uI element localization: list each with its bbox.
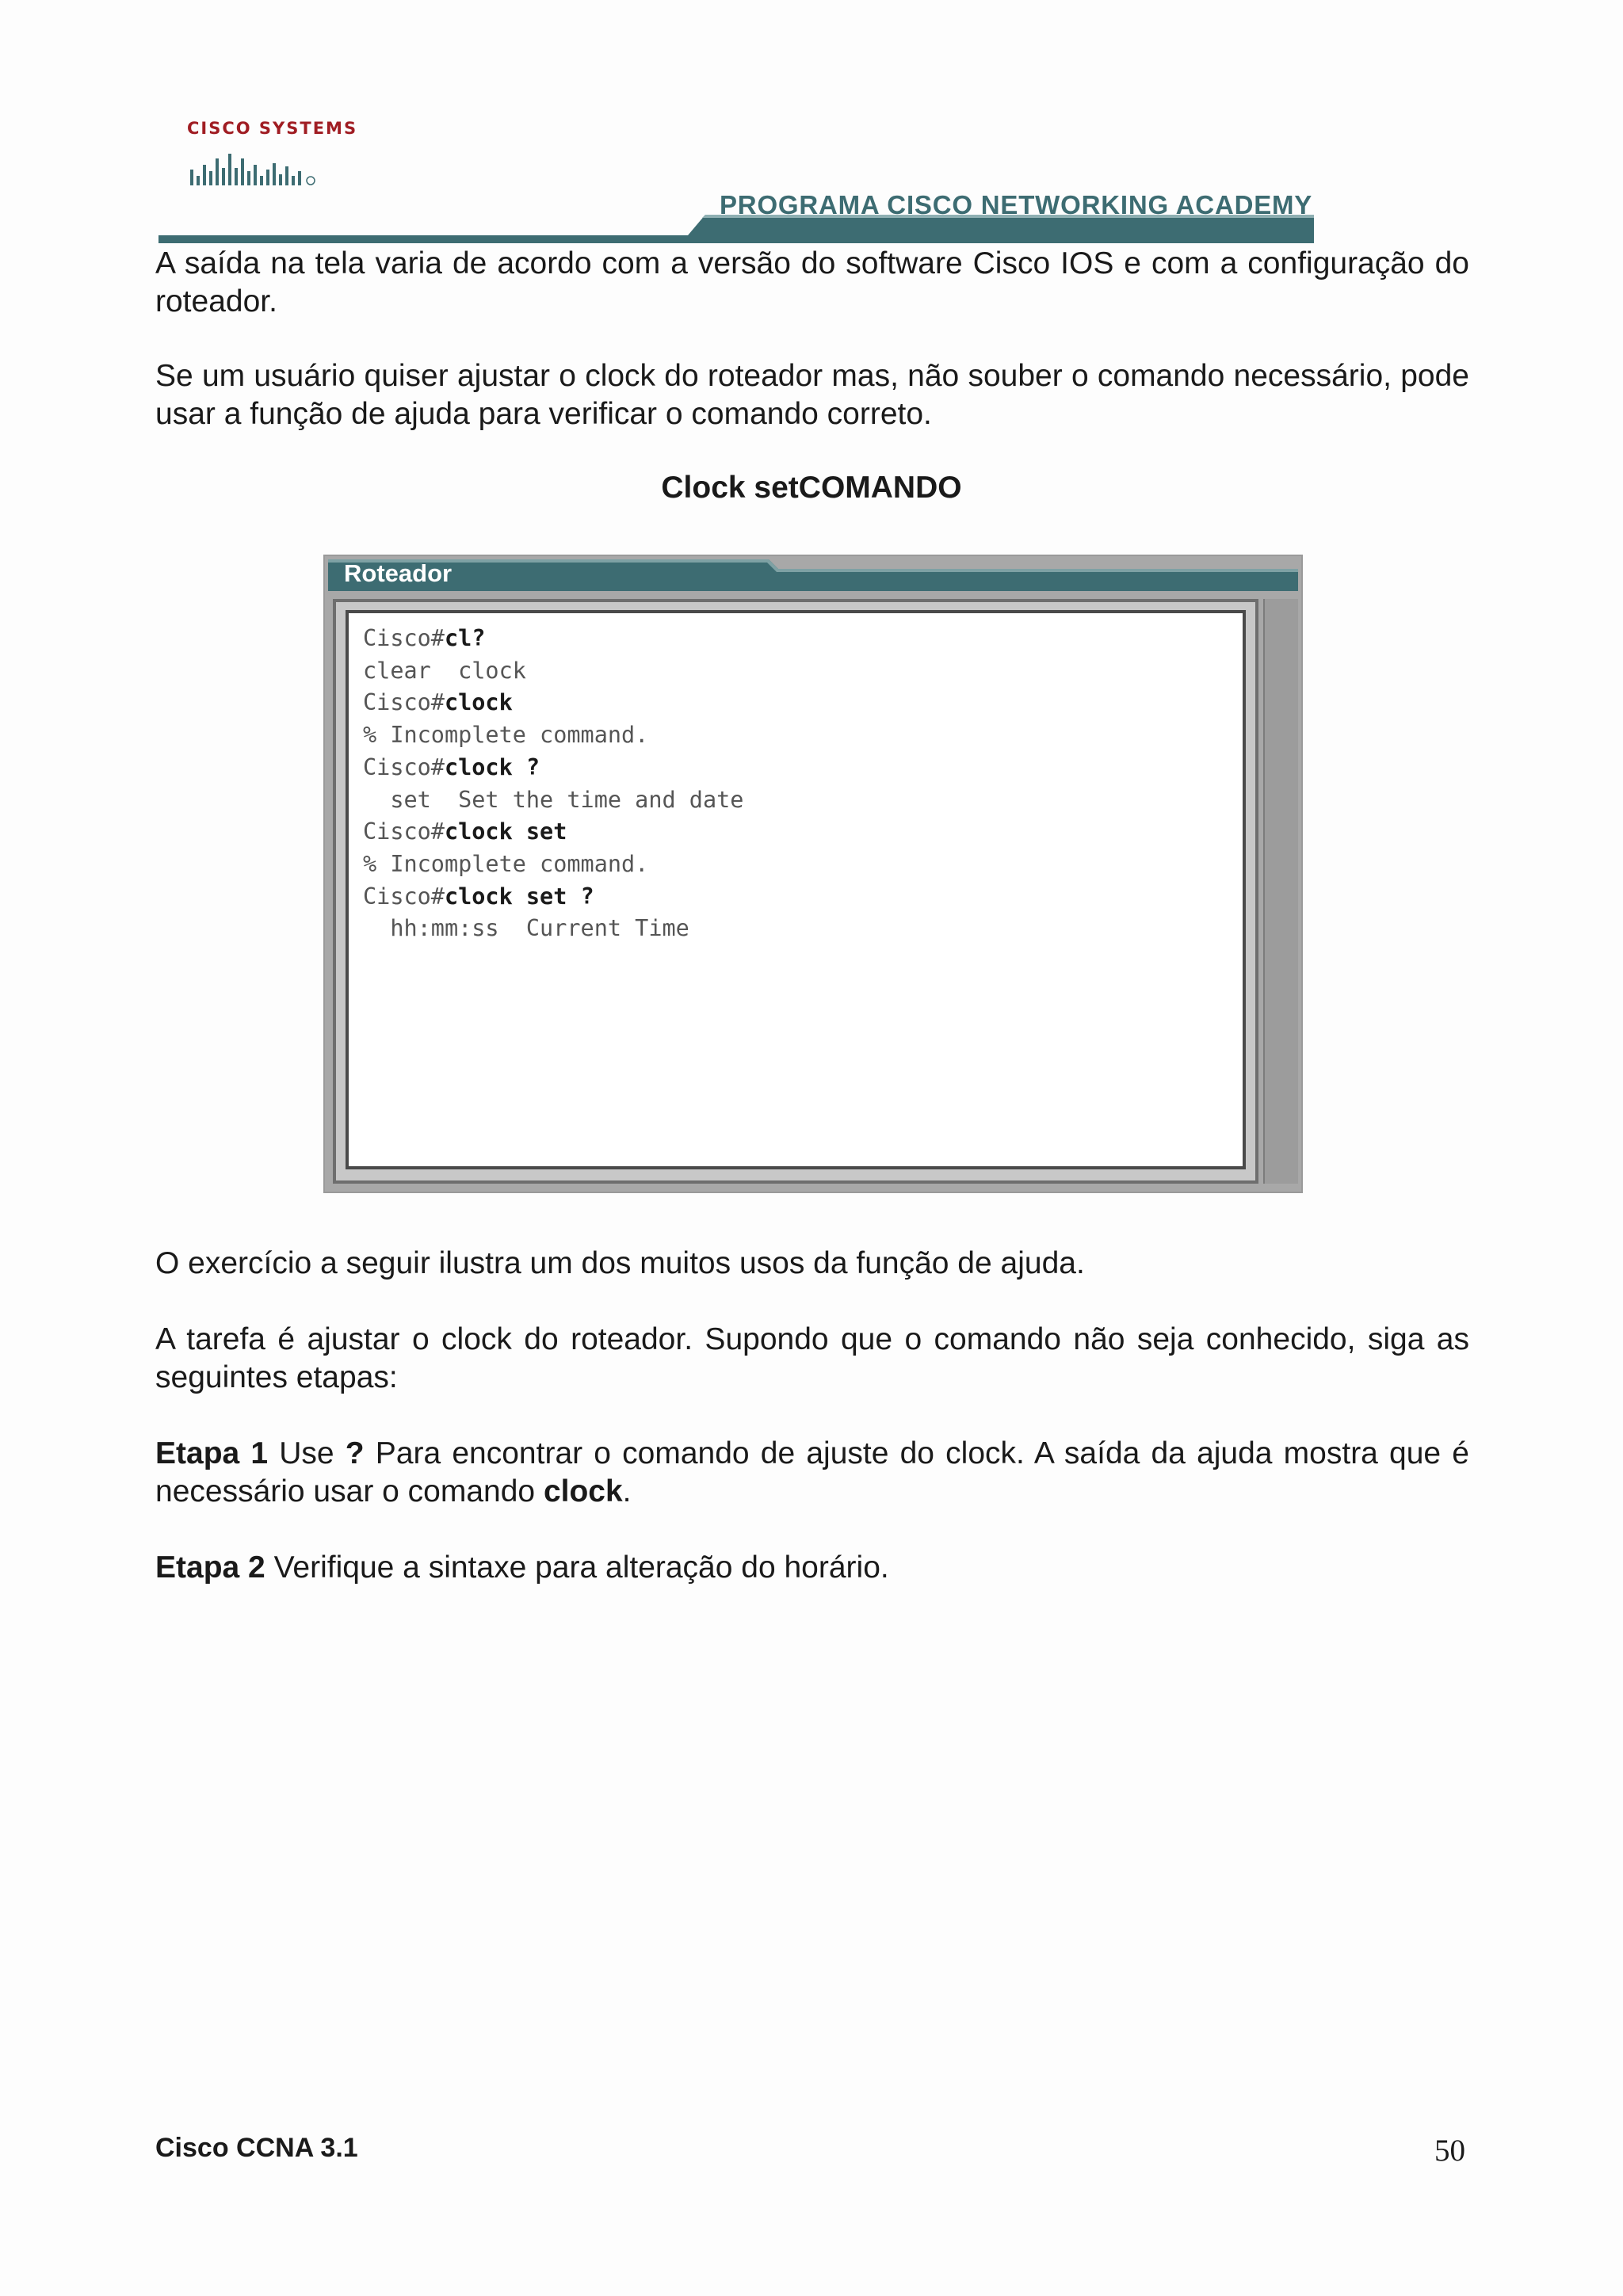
intro-paragraph: A saída na tela varia de acordo com a versão do software Cisco IOS e com a configuração do roteador. [155, 246, 1469, 318]
terminal-line [363, 816, 743, 849]
terminal-line [363, 623, 743, 655]
terminal-response: clear clock [363, 657, 526, 684]
task-paragraph: A tarefa é ajustar o clock do roteador. Supondo que o comando não seja conhecido, siga as seguintes etapas: [155, 1322, 1469, 1394]
help-paragraph: Se um usuário quiser ajustar o clock do roteador mas, não souber o comando necessário, pode usar a função de ajuda para verificar o comando correto. [155, 359, 1469, 431]
terminal-line [363, 687, 743, 719]
terminal-response: % Incomplete command. [363, 850, 649, 877]
figure-caption: Clock setCOMANDO [661, 471, 962, 505]
step-1-text-a: Use [268, 1436, 346, 1470]
terminal-response: set Set the time and date [363, 786, 744, 813]
step-2-paragraph [155, 1549, 1469, 1587]
page-number: 50 [1434, 2134, 1465, 2168]
step-2-text: Verifique a sintaxe para alteração do horário. [265, 1550, 889, 1585]
terminal-prompt: Cisco# [363, 818, 445, 845]
terminal-command: clock set ? [444, 883, 594, 910]
terminal-command: clock set [444, 818, 567, 845]
terminal-line [363, 881, 743, 913]
terminal-prompt: Cisco# [363, 883, 445, 910]
terminal-prompt: Cisco# [363, 753, 445, 780]
step-1-command: clock [543, 1474, 623, 1508]
terminal-line [363, 719, 743, 752]
terminal-line [363, 655, 743, 688]
step-1-paragraph [155, 1435, 1469, 1511]
panel-title: Roteador [344, 559, 453, 587]
step-1-label: Etapa 1 [155, 1436, 269, 1470]
terminal-command: clock [444, 689, 513, 716]
terminal-prompt: Cisco# [363, 625, 445, 651]
terminal-prompt: Cisco# [363, 689, 445, 716]
exercise-paragraph: O exercício a seguir ilustra um dos muitos usos da função de ajuda. [155, 1246, 1085, 1280]
academy-banner-text: PROGRAMA CISCO NETWORKING ACADEMY [720, 190, 1313, 219]
terminal-response: hh:mm:ss Current Time [363, 915, 689, 942]
terminal-response: % Incomplete command. [363, 722, 649, 749]
terminal-line [363, 849, 743, 881]
terminal-output [363, 623, 743, 945]
logo-text: CISCO SYSTEMS [187, 119, 358, 138]
step-1-text-b: Para encontrar o comando de ajuste do clock. A saída da ajuda mostra que é necessário usar o comando [155, 1436, 1469, 1508]
terminal-command: clock ? [444, 753, 540, 780]
terminal-line [363, 784, 743, 817]
step-1-question-mark: ? [345, 1436, 365, 1470]
logo-bars-icon [187, 147, 322, 187]
step-1-text-c: . [622, 1474, 632, 1508]
cisco-logo [187, 119, 358, 190]
footer-course-title: Cisco CCNA 3.1 [155, 2133, 358, 2163]
terminal-line [363, 752, 743, 784]
step-2-label: Etapa 2 [155, 1550, 265, 1585]
terminal-command: cl? [444, 625, 486, 651]
terminal-line [363, 913, 743, 945]
